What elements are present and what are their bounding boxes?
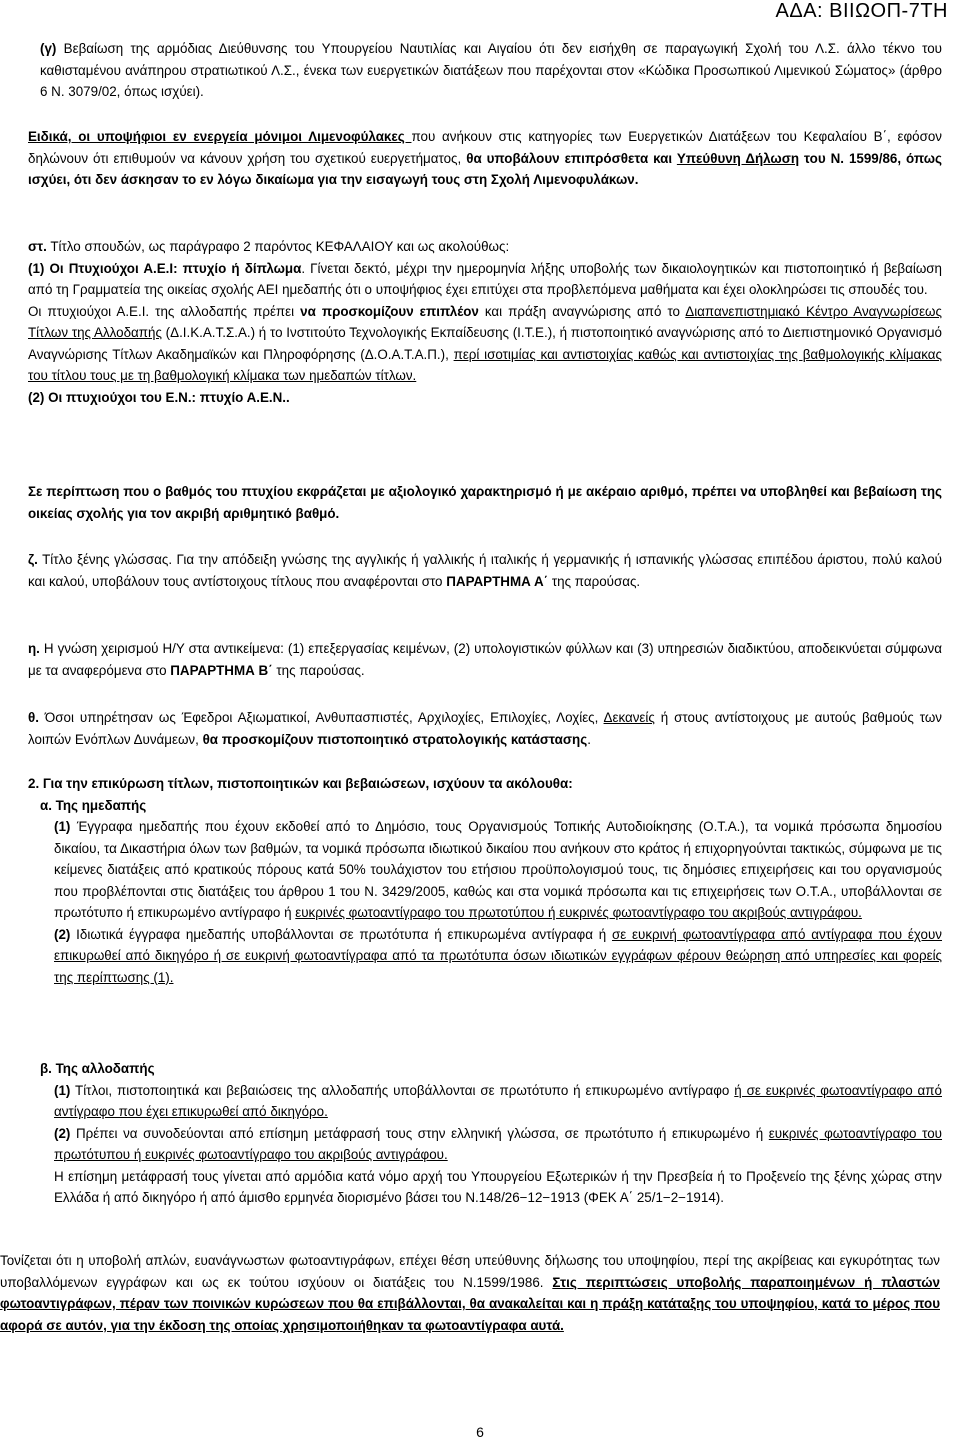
label-st: στ.: [28, 239, 47, 254]
section-g: [28, 38, 942, 103]
subsection-b-title: β. Της αλλοδαπής: [40, 1061, 155, 1076]
st-p2-e: (Δ.Ι.Κ.Α.Τ.Σ.Α.) ή το Ινστιτούτο Τεχνολογικής Εκπαίδευσης (Ι.Τ.Ε.), ή πιστοποιητικό αναγνώρισης από το Διεπιστημονικό Οργανισμό Αναγνώρισης Τίτλων Ακαδημαϊκών και Πληροφόρησης (Δ.Ο.Α.Τ.Α.Π.),: [28, 325, 942, 362]
section-th: [28, 707, 942, 750]
special-bold-1: θα υποβάλουν επιπρόσθετα και: [466, 150, 677, 166]
label-g: (γ): [40, 41, 57, 56]
section-grade: [28, 481, 942, 524]
st-p2-u: περί ισοτιμίας και αντιστοιχίας καθώς και αντιστοιχίας της βαθμολογικής κλίμακας του τίτλου τους με τη βαθμολογική κλίμακα των ημεδαπών τίτλων.: [28, 346, 942, 383]
label-th: θ.: [28, 710, 39, 725]
section-final: [0, 1250, 940, 1336]
st-heading: [28, 236, 942, 258]
subsection-a-title: α. Της ημεδαπής: [40, 797, 147, 813]
ada-code: ΑΔΑ: ΒΙΙΩΟΠ-7ΤΗ: [775, 0, 948, 22]
paragraph-z: [28, 549, 942, 592]
st-p1-bold: (1) Οι Πτυχιούχοι Α.Ε.Ι: πτυχίο ή δίπλωμα: [28, 260, 302, 276]
section-2-title: 2. Για την επικύρωση τίτλων, πιστοποιητικών και βεβαιώσεων, ισχύουν τα ακόλουθα:: [28, 776, 573, 791]
paragraph-i: [28, 638, 942, 681]
tail-i: της παρούσας.: [272, 662, 365, 678]
annex-a: ΠΑΡΑΡΤΗΜΑ Α΄: [446, 573, 549, 589]
page-number: 6: [476, 1424, 484, 1440]
st-p2-b: να προσκομίζουν επιπλέον: [300, 303, 479, 319]
section-2: [28, 773, 942, 988]
grade-note: Σε περίπτωση που ο βαθμός του πτυχίου εκφράζεται με αξιολογικό χαρακτηρισμό ή με ακέραιο αριθμό, πρέπει να υποβληθεί και βεβαίωση της οικείας σχολής για τον ακριβή αριθμητικό βαθμό.: [28, 484, 942, 521]
a2-text: Ιδιωτικά έγγραφα ημεδαπής υποβάλλονται σε πρωτότυπα ή επικυρωμένα αντίγραφα ή: [70, 926, 612, 942]
b1-paragraph: [28, 1080, 942, 1123]
special-declaration: Υπεύθυνη Δήλωση: [676, 150, 800, 166]
tail-z: της παρούσας.: [548, 573, 641, 589]
b1-text: Τίτλοι, πιστοποιητικά και βεβαιώσεις της αλλοδαπής υποβάλλονται σε πρωτότυπο ή επικυρωμένο αντίγραφο: [70, 1082, 735, 1098]
text-g: Βεβαίωση της αρμόδιας Διεύθυνσης του Υπουργείου Ναυτιλίας και Αιγαίου ότι δεν εισήχθη σε παραγωγική Σχολή του Λ.Σ. άλλο τέκνο του καθισταμένου ανάπηρου στρατιωτικού Λ.Σ., ένεκα των ευεργετικών διατάξεων που παρέχονται στον «Κώδικα Προσωπικού Λιμενικού Σώματος» (άρθρο 6 Ν. 3079/02, όπως ισχύει).: [40, 41, 942, 99]
a1-paragraph: [28, 816, 942, 924]
st-p2: [28, 301, 942, 387]
special-text: που ανήκουν στις κατηγορίες των Ευεργετικών Διατάξεων του Κεφαλαίου Β΄, εφόσον δηλώνουν ότι επιθυμούν να κάνουν χρήση του σχετικού ευεργετήματος,: [28, 129, 942, 166]
b2-paragraph: [28, 1123, 942, 1166]
tail-th: .: [587, 731, 591, 747]
st-p2-c: και πράξη αναγνώρισης από το: [478, 303, 686, 319]
b1-num: (1): [54, 1082, 71, 1098]
b1-underlined: ή σε ευκρινές φωτοαντίγραφο από αντίγραφο που έχει επικυρωθεί από δικηγόρο.: [54, 1082, 942, 1119]
text-i: Η γνώση χειρισμού Η/Υ στα αντικείμενα: (1) επεξεργασίας κειμένων, (2) υπολογιστικών φύλλων και (3) υπηρεσιών διαδικτύου, αποδεικνύεται σύμφωνα με τα αναφερόμενα στο: [28, 641, 942, 678]
st-p1: [28, 258, 942, 301]
special-bold-2: του Ν. 1599/86, όπως ισχύει, ότι δεν άσκησαν το εν λόγω δικαίωμα για την εισαγωγή τους στη Σχολή Λιμενοφυλάκων.: [28, 150, 942, 187]
final-text: Τονίζεται ότι η υποβολή απλών, ευανάγνωστων φωτοαντιγράφων, επέχει θέση υπεύθυνης δήλωσης του υποψηφίου, περί της ακρίβειας και εγκυρότητας των υποβαλλόμενων εγγράφων και ως εκ τούτου ισχύουν οι διατάξεις του Ν.1599/1986.: [0, 1253, 940, 1290]
special-lead: Ειδικά, οι υποψήφιοι εν ενεργεία μόνιμοι Λιμενοφύλακες: [28, 129, 412, 144]
a1-text: Έγγραφα ημεδαπής που έχουν εκδοθεί από το Δημόσιο, τους Οργανισμούς Τοπικής Αυτοδιοίκησης (Ο.Τ.Α.), τα νομικά πρόσωπα δημοσίου δικαίου, τα Δικαστήρια όλων των βαθμών, τα νομικά πρόσωπα ιδιωτικού δικαίου που ανήκουν στο κράτος ή επιχορηγούνται τακτικώς, σύμφωνα με τις κείμενες διατάξεις από κρατικούς πόρους κατά 50% τουλάχιστον του ετήσιου προϋπολογισμού τους, τις δημόσιες επιχειρήσεις και του οργανισμούς που προβλέπονται στις διατάξεις του άρθρου 1 του Ν. 3429/2005, καθώς και στα νομικά πρόσωπα και τις επιχειρήσεις των Ο.Τ.Α., υποβάλλονται σε πρωτότυπο ή επικυρωμένο αντίγραφο ή: [54, 819, 942, 920]
section-z: [28, 549, 942, 592]
annex-b: ΠΑΡΑΡΤΗΜΑ Β΄: [170, 662, 273, 678]
a1-underlined: ευκρινές φωτοαντίγραφο του πρωτοτύπου ή ευκρινές φωτοαντίγραφο του ακριβούς αντιγράφου.: [295, 905, 862, 920]
text-st: Τίτλο σπουδών, ως παράγραφο 2 παρόντος ΚΕΦΑΛΑΙΟΥ και ως ακολούθως:: [46, 239, 510, 254]
a1-num: (1): [54, 819, 71, 834]
st-p2-a: Οι πτυχιούχοι Α.Ε.Ι. της αλλοδαπής πρέπει: [28, 303, 301, 319]
th-bold: θα προσκομίζουν πιστοποιητικό στρατολογικής κατάστασης: [202, 731, 588, 747]
paragraph-th: [28, 707, 942, 750]
text-z: Τίτλο ξένης γλώσσας. Για την απόδειξη γνώσης της αγγλικής ή γαλλικής ή ιταλικής ή γερμανικής ή ισπανικής γλώσσας επιπέδου άριστου, πολύ καλού και καλού, υποβάλουν τους αντίστοιχους τίτλους που αναφέρονται στο: [28, 552, 942, 589]
section-special: [28, 126, 942, 191]
text-th-2: ή στους αντίστοιχους με αυτούς βαθμούς των λοιπών Ενόπλων Δυνάμεων,: [28, 710, 942, 747]
b2-num: (2): [54, 1125, 71, 1141]
section-st: [28, 236, 942, 408]
paragraph-special: [28, 126, 942, 191]
b2-underlined: ευκρινές φωτοαντίγραφο του πρωτότυπου ή ευκρινές φωτοαντίγραφο του ακριβούς αντιγράφου.: [54, 1125, 943, 1162]
subsection-b: [28, 1058, 942, 1209]
text-th: Όσοι υπηρέτησαν ως Έφεδροι Αξιωματικοί, Ανθυπασπιστές, Αρχιλοχίες, Επιλοχίες, Λοχίες,: [38, 710, 604, 725]
paragraph-g: [28, 38, 942, 103]
final-warning: Στις περιπτώσεις υποβολής παραποιημένων ή πλαστών φωτοαντιγράφων, πέραν των ποινικών κυρώσεων που θα επιβάλλονται, θα ανακαλείται και η πράξη κατάταξης του υποψηφίου, κατά το μέρος που αφορά σε αυτόν, για την έκδοση της οποίας χρησιμοποιήθηκαν τα φωτοαντίγραφα αυτά.: [0, 1274, 940, 1333]
label-z: ζ.: [28, 552, 38, 567]
st-p2-d: Διαπανεπιστημιακό Κέντρο Αναγνωρίσεως Τίτλων της Αλλοδαπής: [28, 303, 942, 340]
b2-text: Πρέπει να συνοδεύονται από επίσημη μετάφρασή τους στην ελληνική γλώσσα, σε πρωτότυπο ή επικυρωμένο ή: [70, 1125, 769, 1141]
a2-underlined: σε ευκρινή φωτοαντίγραφα από αντίγραφα που έχουν επικυρωθεί από δικηγόρο ή σε ευκρινή φωτοαντίγραφα από τα πρωτότυπα όσων ιδιωτικών εγγράφων φέρουν θεώρηση από υπηρεσίες και φορείς της περίπτωσης (1).: [54, 926, 943, 985]
label-i: η.: [28, 641, 40, 656]
a2-num: (2): [54, 926, 71, 942]
st-p1-text: . Γίνεται δεκτό, μέχρι την ημερομηνία λήξης υποβολής των δικαιολογητικών και πιστοποιητικό ή βεβαίωση από τη Γραμματεία της οικείας σχολής ΑΕΙ ημεδαπής ότι ο υποψήφιος έχει επιτύχει στα προβλεπόμενα μαθήματα και έχει ολοκληρώσει τις σπουδές του.: [28, 260, 942, 297]
b3-paragraph: Η επίσημη μετάφρασή τους γίνεται από αρμόδια κατά νόμο αρχή του Υπουργείου Εξωτερικών ή την Πρεσβεία ή το Προξενείο της ξένης χώρας στην Ελλάδα ή από δικηγόρο ή από άμισθο ερμηνέα διορισμένο βάσει του Ν.148/26−12−1913 (ΦΕΚ Α΄ 25/1−2−1914).: [54, 1168, 942, 1205]
th-underlined: Δεκανείς: [603, 710, 655, 725]
a2-paragraph: [28, 924, 942, 989]
final-paragraph: [0, 1250, 940, 1336]
section-i: [28, 638, 942, 681]
st-p3: (2) Οι πτυχιούχοι του Ε.Ν.: πτυχίο Α.Ε.Ν..: [28, 389, 290, 405]
